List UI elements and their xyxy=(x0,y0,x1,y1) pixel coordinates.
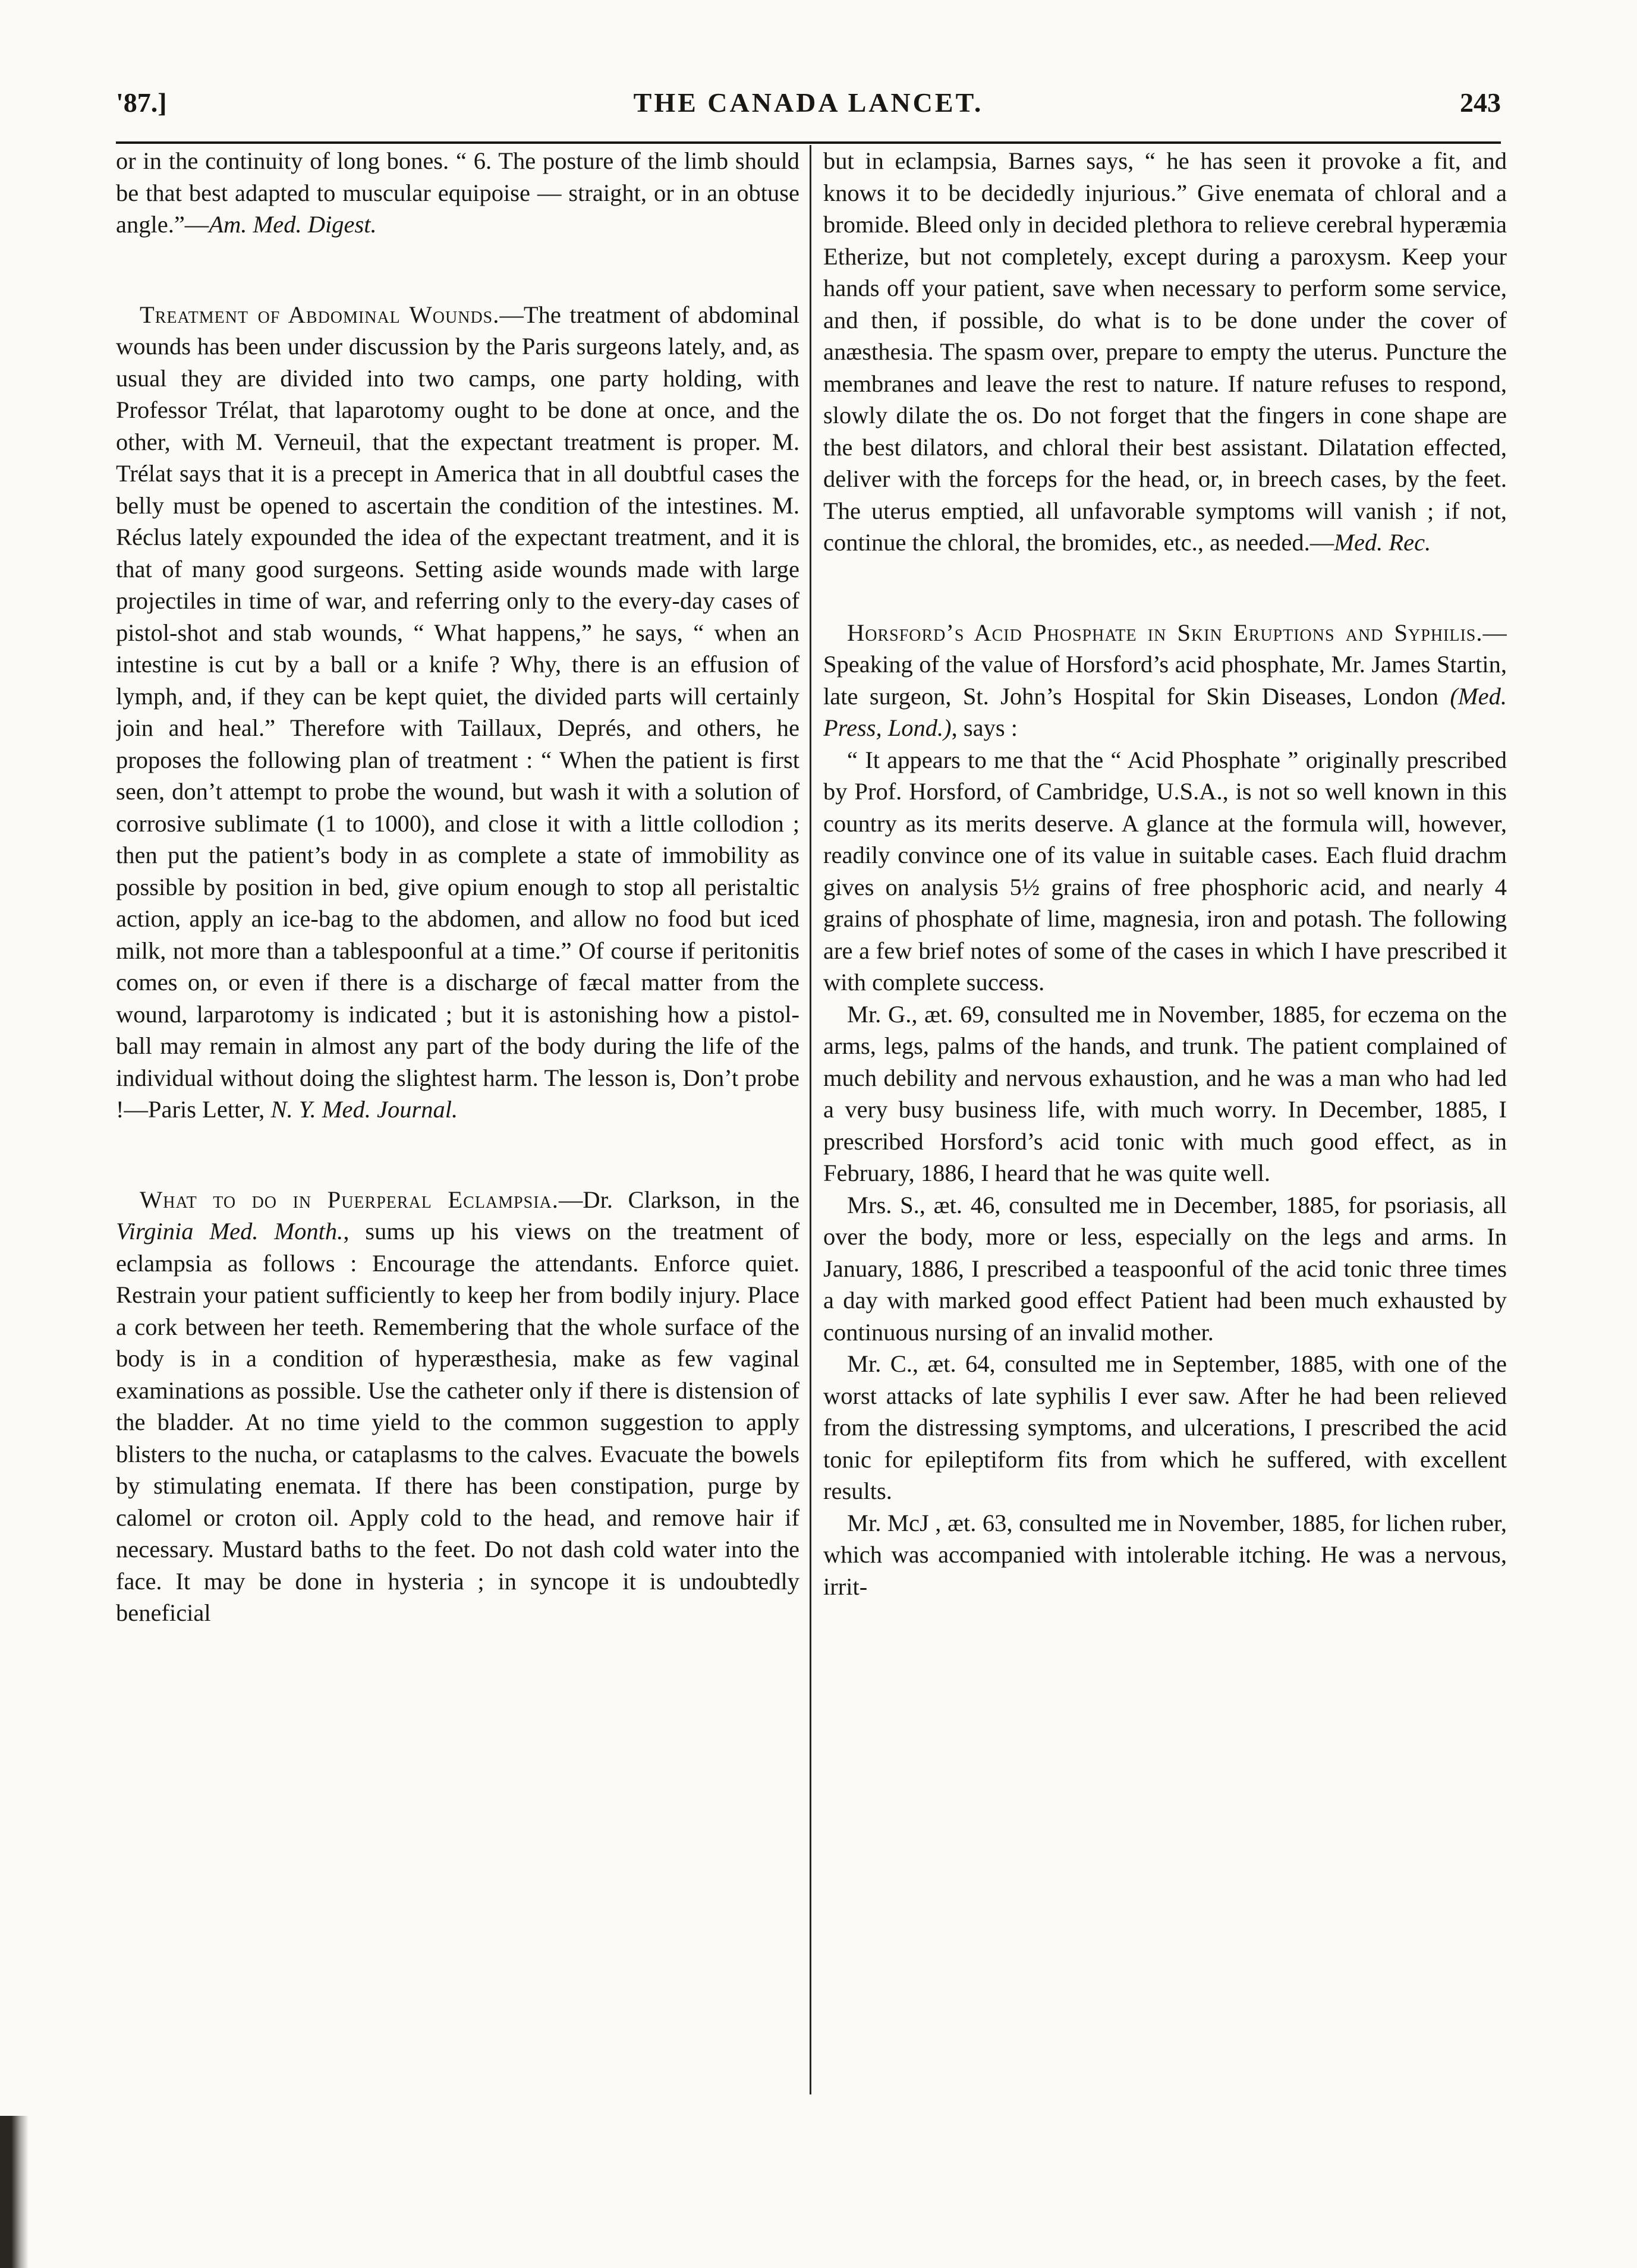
section-gap xyxy=(823,559,1507,617)
paragraph-text: , says : xyxy=(951,714,1018,741)
paragraph-text: —Dr. Clarkson, in the xyxy=(558,1186,799,1213)
source-citation: Med. Rec. xyxy=(1334,529,1431,556)
source-citation: N. Y. Med. Journal. xyxy=(270,1096,458,1123)
binding-edge-shadow xyxy=(0,2116,29,2268)
running-header xyxy=(116,83,1501,131)
paragraph-text: or in the continuity of long bones. “ 6. The posture of the limb should be that best adapted to muscular equipoise — straight, or in an obtuse angle.”— xyxy=(116,147,799,238)
paragraph-text: but in eclampsia, Barnes says, “ he has seen it provoke a fit, and knows it to be decidedly injurious.” Give enemata of chloral and a bromide. Bleed only in decided plethora to relieve cerebral hyperæmia Etherize, but not completely, except during a paroxysm. Keep your hands off your patient, save when necessary to perform some service, and then, if possible, do what is to be done under the cover of anæsthesia. The spasm over, prepare to empty the uterus. Puncture the membranes and leave the rest to nature. If nature refuses to respond, slowly dilate the os. Do not forget that the fingers in cone shape are the best dilators, and chloral their best assistant. Dilatation effected, deliver with the forceps for the head, or, in breech cases, by the feet. The uterus emptied, all unfavorable symptoms will vanish ; if not, continue the chloral, the bromides, etc., as needed.— xyxy=(823,147,1507,556)
article-puerperal-eclampsia xyxy=(116,1184,799,1629)
right-column xyxy=(823,145,1507,2124)
section-gap xyxy=(116,1126,799,1184)
source-citation: Am. Med. Digest. xyxy=(209,211,377,238)
article-heading: Horsford’s Acid Phosphate in Skin Eruptions and Syphilis. xyxy=(847,619,1483,646)
page-number: 243 xyxy=(1460,87,1501,118)
header-rule xyxy=(116,141,1501,144)
case-paragraph: Mr. G., æt. 69, consulted me in November, 1885, for eczema on the arms, legs, palms of the hands, and trunk. The patient complained of much debility and nervous exhaustion, and he was a man who had led a very busy business life, with much worry. In December, 1885, I prescribed Horsford’s acid tonic with much good effect, as in February, 1886, I heard that he was quite well. xyxy=(823,1000,1507,1186)
case-paragraph: Mr. C., æt. 64, consulted me in September, 1885, with one of the worst attacks of late syphilis I ever saw. After he had been relieved from the distressing symptoms, and ulcerations, I prescribed the acid tonic for epileptiform fits from which he suffered, with excellent results. xyxy=(823,1350,1507,1504)
article-heading: Treatment of Abdominal Wounds. xyxy=(140,301,500,328)
article-heading: What to do in Puerperal Eclampsia. xyxy=(140,1186,559,1213)
paragraph-text: —The treatment of abdominal wounds has been under discussion by the Paris surgeons lately, and, as usual they are divided into two camps, one party holding, with Professor Trélat, that laparotomy ought to be done at once, and the other, with M. Verneuil, that the expectant treatment is proper. M. Trélat says that it is a precept in America that in all doubtful cases the belly must be opened to ascertain the condition of the intestines. M. Réclus lately expounded the idea of the expectant treatment, and it is that of many good surgeons. Setting aside wounds made with large projectiles in time of war, and referring only to the every-day cases of pistol-shot and stab wounds, “ What happens,” he says, “ when an intestine is cut by a ball or a knife ? Why, there is an effusion of lymph, and, if they can be kept quiet, the divided parts will certainly join and heal.” Therefore with Taillaux, Deprés, and others, he proposes the following plan of treatment : “ When the patient is first seen, don’t attempt to probe the wound, but wash it with a solution of corrosive sublimate (1 to 1000), and close it with a little collodion ; then put the patient’s body in as complete a state of immobility as possible by position in bed, give opium enough to stop all peristaltic action, apply an ice-bag to the abdomen, and allow no food but iced milk, not more than a tablespoonful at a time.” Of course if peritonitis comes on, or even if there is a discharge of fæcal matter from the wound, larparotomy is indicated ; but it is astonishing how a pistol-ball may remain in almost any part of the body during the life of the individual without doing the slightest harm. The lesson is, Don’t probe !—Paris Letter, xyxy=(116,301,799,1123)
paragraph-text: , sums up his views on the treatment of eclampsia as follows : Encourage the attendants. Enforce quiet. Restrain your patient sufficiently to keep her from bodily injury. Place a cork between her teeth. Remembering that the whole surface of the body is in a condition of hyperæsthesia, make as few vaginal examinations as possible. Use the catheter only if there is distension of the bladder. At no time yield to the common suggestion to apply blisters to the nucha, or cataplasms to the calves. Evacuate the bowels by stimulating enemata. If there has been constipation, purge by calomel or croton oil. Apply cold to the head, and remove hair if necessary. Mustard baths to the feet. Do not dash cold water into the face. It may be done in hysteria ; in syncope it is undoubtedly beneficial xyxy=(116,1218,799,1626)
section-gap xyxy=(116,241,799,299)
quoted-paragraph: “ It appears to me that the “ Acid Phosphate ” originally prescribed by Prof. Horsford, of Cambridge, U.S.A., is not so well known in this country as its merits deserve. A glance at the formula will, however, readily convince one of its value in suitable cases. Each fluid drachm gives on analysis 5½ grains of free phosphoric acid, and nearly 4 grains of phosphate of lime, magnesia, iron and potash. The following are a few brief notes of some of the cases in which I have prescribed it with complete success. xyxy=(823,746,1507,996)
article-abdominal-wounds xyxy=(116,299,799,1126)
source-citation: (Med. Press, Lond.) xyxy=(823,682,1507,741)
article-acid-phosphate xyxy=(823,617,1507,744)
paragraph-text: —Speaking of the value of Horsford’s acid phosphate, Mr. James Startin, late surgeon, St. John’s Hospital for Skin Diseases, London xyxy=(823,619,1507,710)
continued-paragraph xyxy=(116,145,799,241)
journal-title: THE CANADA LANCET. xyxy=(633,87,984,118)
journal-name: Virginia Med. Month. xyxy=(116,1218,344,1245)
continued-paragraph xyxy=(823,145,1507,559)
case-paragraph: Mrs. S., æt. 46, consulted me in December, 1885, for psoriasis, all over the body, more or less, especially on the legs and arms. In January, 1886, I prescribed a teaspoonful of the acid tonic three times a day with marked good effect Patient had been much exhausted by continuous nursing of an invalid mother. xyxy=(823,1191,1507,1346)
case-paragraph: Mr. McJ , æt. 63, consulted me in November, 1885, for lichen ruber, which was accompanied with intolerable itching. He was a nervous, irrit- xyxy=(823,1509,1507,1600)
column-divider xyxy=(810,145,811,2094)
left-column xyxy=(116,145,799,2124)
header-volume-mark: '87.] xyxy=(116,87,167,118)
